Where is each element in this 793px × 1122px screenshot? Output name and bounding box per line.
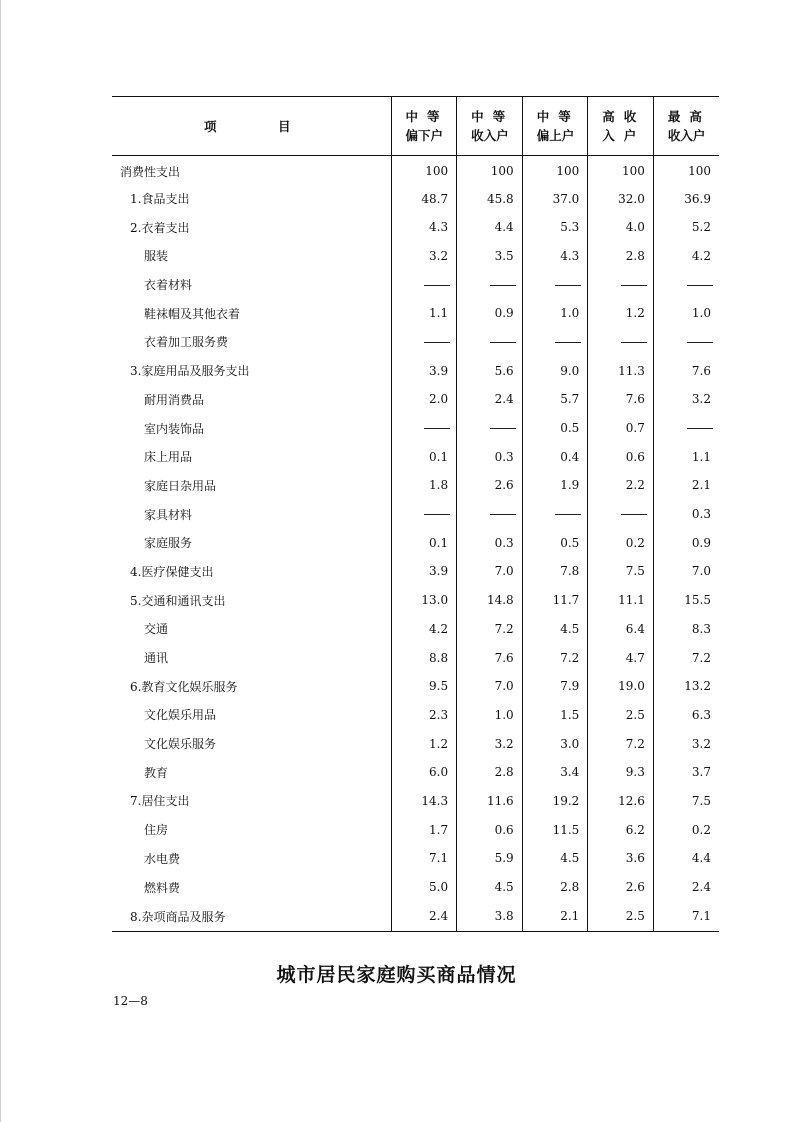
header-col-5 <box>653 97 719 156</box>
cell-value: 0.6 <box>588 442 654 471</box>
header-item-right: 目 <box>277 118 291 134</box>
cell-value <box>391 328 457 357</box>
cell-value: 0.2 <box>588 528 654 557</box>
row-label: 家庭服务 <box>144 536 193 551</box>
cell-value: 2.6 <box>457 471 523 500</box>
table-row <box>112 701 719 730</box>
cell-value <box>391 500 457 529</box>
row-label: 家庭日杂用品 <box>144 478 217 493</box>
cell-value: 4.5 <box>457 873 523 902</box>
cell-value: 1.9 <box>522 471 588 500</box>
cell-value: 5.0 <box>391 873 457 902</box>
cell-value: 3.8 <box>457 901 523 931</box>
cell-value: 3.2 <box>457 729 523 758</box>
row-label: 住房 <box>144 823 169 838</box>
header-col-line1: 最高 <box>667 109 711 124</box>
row-label: 2.衣着支出 <box>130 220 190 235</box>
row-label: 室内装饰品 <box>144 421 205 436</box>
cell-value: 2.1 <box>522 901 588 931</box>
cell-value: 2.6 <box>588 873 654 902</box>
cell-value: 3.9 <box>391 557 457 586</box>
cell-value: 7.2 <box>522 643 588 672</box>
row-label: 4.医疗保健支出 <box>130 564 214 579</box>
table-row <box>112 356 719 385</box>
cell-value: 13.0 <box>391 586 457 615</box>
row-label: 衣着材料 <box>144 278 193 293</box>
cell-value: 2.8 <box>522 873 588 902</box>
header-col-3 <box>522 97 588 156</box>
table-row <box>112 328 719 357</box>
header-col-line2: 入户 <box>602 128 646 143</box>
cell-value: 0.2 <box>653 815 719 844</box>
cell-value: 3.2 <box>653 385 719 414</box>
expenditure-table <box>112 96 719 932</box>
table-row <box>112 672 719 701</box>
cell-value: 2.5 <box>588 901 654 931</box>
no-data-dash <box>424 428 450 429</box>
row-label: 耐用消费品 <box>144 392 205 407</box>
cell-value: 2.5 <box>588 701 654 730</box>
table-row <box>112 586 719 615</box>
cell-value <box>588 500 654 529</box>
cell-value: 7.5 <box>653 787 719 816</box>
cell-value: 3.9 <box>391 356 457 385</box>
page-number: 12—8 <box>113 994 148 1008</box>
cell-value: 6.2 <box>588 815 654 844</box>
cell-value: 7.6 <box>588 385 654 414</box>
cell-value: 2.4 <box>653 873 719 902</box>
cell-value: 0.5 <box>522 528 588 557</box>
table-row <box>112 758 719 787</box>
cell-value: 3.2 <box>391 242 457 271</box>
row-label: 5.交通和通讯支出 <box>130 593 226 608</box>
cell-value: 100 <box>522 156 588 185</box>
cell-value: 3.7 <box>653 758 719 787</box>
cell-value: 7.8 <box>522 557 588 586</box>
cell-value: 7.9 <box>522 672 588 701</box>
cell-value: 2.4 <box>391 901 457 931</box>
cell-value: 1.2 <box>391 729 457 758</box>
cell-value: 0.3 <box>653 500 719 529</box>
cell-value: 5.2 <box>653 213 719 242</box>
cell-value: 2.0 <box>391 385 457 414</box>
cell-value: 36.9 <box>653 184 719 213</box>
table-row <box>112 643 719 672</box>
cell-value <box>653 328 719 357</box>
no-data-dash <box>555 514 581 515</box>
header-col-line2: 收入户 <box>667 128 706 143</box>
cell-value: 100 <box>391 156 457 185</box>
table-row <box>112 873 719 902</box>
cell-value: 6.0 <box>391 758 457 787</box>
no-data-dash <box>555 285 581 286</box>
no-data-dash <box>555 342 581 343</box>
cell-value: 4.5 <box>522 615 588 644</box>
cell-value: 4.5 <box>522 844 588 873</box>
no-data-dash <box>687 285 713 286</box>
row-label: 文化娱乐服务 <box>144 737 217 752</box>
header-item-left: 项 <box>204 118 217 134</box>
no-data-dash <box>621 514 647 515</box>
cell-value: 11.3 <box>588 356 654 385</box>
cell-value: 2.3 <box>391 701 457 730</box>
cell-value: 6.3 <box>653 701 719 730</box>
table-row <box>112 299 719 328</box>
table-row <box>112 385 719 414</box>
header-col-2 <box>457 97 523 156</box>
cell-value: 1.1 <box>391 299 457 328</box>
cell-value: 7.1 <box>391 844 457 873</box>
cell-value: 45.8 <box>457 184 523 213</box>
cell-value: 4.3 <box>522 242 588 271</box>
header-col-1 <box>391 97 457 156</box>
cell-value: 0.5 <box>522 414 588 443</box>
cell-value: 7.2 <box>457 615 523 644</box>
cell-value: 3.4 <box>522 758 588 787</box>
table-row <box>112 442 719 471</box>
cell-value: 1.1 <box>653 442 719 471</box>
row-label: 8.杂项商品及服务 <box>112 901 391 931</box>
row-label: 7.居住支出 <box>130 794 190 809</box>
cell-value: 1.2 <box>588 299 654 328</box>
cell-value: 4.4 <box>653 844 719 873</box>
cell-value: 2.4 <box>457 385 523 414</box>
cell-value: 4.2 <box>391 615 457 644</box>
table-row <box>112 213 719 242</box>
table-row <box>112 557 719 586</box>
cell-value: 48.7 <box>391 184 457 213</box>
cell-value: 2.8 <box>457 758 523 787</box>
section-title: 城市居民家庭购买商品情况 <box>276 964 517 986</box>
cell-value: 15.5 <box>653 586 719 615</box>
cell-value <box>457 270 523 299</box>
cell-value: 2.1 <box>653 471 719 500</box>
cell-value: 8.3 <box>653 615 719 644</box>
row-label: 服装 <box>144 249 169 264</box>
cell-value <box>457 414 523 443</box>
row-label: 3.家庭用品及服务支出 <box>130 364 250 379</box>
cell-value: 1.8 <box>391 471 457 500</box>
cell-value: 5.3 <box>522 213 588 242</box>
cell-value: 100 <box>588 156 654 185</box>
no-data-dash <box>687 428 713 429</box>
cell-value: 0.4 <box>522 442 588 471</box>
table-row <box>112 270 719 299</box>
header-col-line1: 中等 <box>536 109 580 124</box>
cell-value <box>653 270 719 299</box>
cell-value <box>457 500 523 529</box>
cell-value: 3.0 <box>522 729 588 758</box>
cell-value: 7.2 <box>588 729 654 758</box>
cell-value: 0.1 <box>391 442 457 471</box>
cell-value: 7.0 <box>653 557 719 586</box>
row-label: 水电费 <box>144 851 181 866</box>
cell-value: 9.0 <box>522 356 588 385</box>
table-row <box>112 471 719 500</box>
table-row <box>112 156 719 185</box>
cell-value: 5.6 <box>457 356 523 385</box>
cell-value: 14.3 <box>391 787 457 816</box>
cell-value: 14.8 <box>457 586 523 615</box>
row-label: 床上用品 <box>144 450 193 465</box>
cell-value <box>457 328 523 357</box>
cell-value: 11.1 <box>588 586 654 615</box>
row-label: 家具材料 <box>144 507 193 522</box>
table-row <box>112 184 719 213</box>
cell-value: 100 <box>653 156 719 185</box>
cell-value <box>391 414 457 443</box>
cell-value: 0.3 <box>457 528 523 557</box>
cell-value: 6.4 <box>588 615 654 644</box>
no-data-dash <box>621 342 647 343</box>
header-col-4 <box>588 97 654 156</box>
table-row <box>112 500 719 529</box>
cell-value: 1.0 <box>457 701 523 730</box>
cell-value <box>653 414 719 443</box>
cell-value: 13.2 <box>653 672 719 701</box>
table-row <box>112 815 719 844</box>
header-col-line2: 偏上户 <box>536 128 575 143</box>
cell-value: 3.2 <box>653 729 719 758</box>
cell-value: 11.7 <box>522 586 588 615</box>
cell-value: 3.6 <box>588 844 654 873</box>
table-row <box>112 414 719 443</box>
cell-value: 5.7 <box>522 385 588 414</box>
cell-value: 1.0 <box>653 299 719 328</box>
cell-value: 4.4 <box>457 213 523 242</box>
no-data-dash <box>424 514 450 515</box>
cell-value: 11.6 <box>457 787 523 816</box>
cell-value <box>588 328 654 357</box>
cell-value: 9.5 <box>391 672 457 701</box>
cell-value <box>522 328 588 357</box>
cell-value: 7.0 <box>457 557 523 586</box>
cell-value: 0.9 <box>457 299 523 328</box>
cell-value: 11.5 <box>522 815 588 844</box>
row-label: 1.食品支出 <box>130 192 190 207</box>
row-label: 通讯 <box>144 651 169 666</box>
no-data-dash <box>621 285 647 286</box>
no-data-dash <box>424 285 450 286</box>
no-data-dash <box>424 342 450 343</box>
cell-value: 19.0 <box>588 672 654 701</box>
header-col-line2: 偏下户 <box>405 128 444 143</box>
table-row <box>112 901 719 931</box>
cell-value: 19.2 <box>522 787 588 816</box>
cell-value: 1.5 <box>522 701 588 730</box>
table-row <box>112 528 719 557</box>
cell-value: 1.7 <box>391 815 457 844</box>
cell-value: 0.9 <box>653 528 719 557</box>
table-row <box>112 615 719 644</box>
cell-value <box>522 270 588 299</box>
cell-value: 7.5 <box>588 557 654 586</box>
row-label: 交通 <box>144 622 169 637</box>
cell-value: 0.1 <box>391 528 457 557</box>
cell-value: 9.3 <box>588 758 654 787</box>
cell-value: 2.8 <box>588 242 654 271</box>
table-row <box>112 787 719 816</box>
cell-value: 1.0 <box>522 299 588 328</box>
row-label: 文化娱乐用品 <box>144 708 217 723</box>
table-row <box>112 844 719 873</box>
cell-value: 100 <box>457 156 523 185</box>
cell-value <box>391 270 457 299</box>
header-col-line1: 中等 <box>471 109 515 124</box>
cell-value: 7.0 <box>457 672 523 701</box>
row-label: 消费性支出 <box>120 164 181 179</box>
cell-value <box>588 270 654 299</box>
page-edge <box>0 0 1 1122</box>
cell-value: 12.6 <box>588 787 654 816</box>
no-data-dash <box>687 342 713 343</box>
no-data-dash <box>490 514 516 515</box>
cell-value: 0.7 <box>588 414 654 443</box>
cell-value: 8.8 <box>391 643 457 672</box>
cell-value: 4.0 <box>588 213 654 242</box>
cell-value: 37.0 <box>522 184 588 213</box>
cell-value: 7.2 <box>653 643 719 672</box>
header-col-line2: 收入户 <box>471 128 509 143</box>
cell-value: 5.9 <box>457 844 523 873</box>
row-label: 衣着加工服务费 <box>144 335 229 350</box>
row-label: 燃料费 <box>144 880 181 895</box>
cell-value: 4.7 <box>588 643 654 672</box>
no-data-dash <box>490 342 516 343</box>
cell-value: 4.3 <box>391 213 457 242</box>
header-col-line1: 高收 <box>602 109 646 124</box>
cell-value <box>522 500 588 529</box>
cell-value: 4.2 <box>653 242 719 271</box>
table-row <box>112 242 719 271</box>
no-data-dash <box>490 285 516 286</box>
cell-value: 32.0 <box>588 184 654 213</box>
cell-value: 7.1 <box>653 901 719 931</box>
cell-value: 0.3 <box>457 442 523 471</box>
cell-value: 7.6 <box>457 643 523 672</box>
cell-value: 2.2 <box>588 471 654 500</box>
cell-value: 0.6 <box>457 815 523 844</box>
row-label: 教育 <box>144 765 169 780</box>
cell-value: 7.6 <box>653 356 719 385</box>
header-item <box>112 97 391 156</box>
row-label: 6.教育文化娱乐服务 <box>130 679 238 694</box>
no-data-dash <box>490 428 516 429</box>
table-header <box>112 97 719 156</box>
header-col-line1: 中等 <box>405 109 449 124</box>
table-row <box>112 729 719 758</box>
row-label: 鞋袜帽及其他衣着 <box>144 306 241 321</box>
cell-value: 3.5 <box>457 242 523 271</box>
table-body <box>112 156 719 932</box>
